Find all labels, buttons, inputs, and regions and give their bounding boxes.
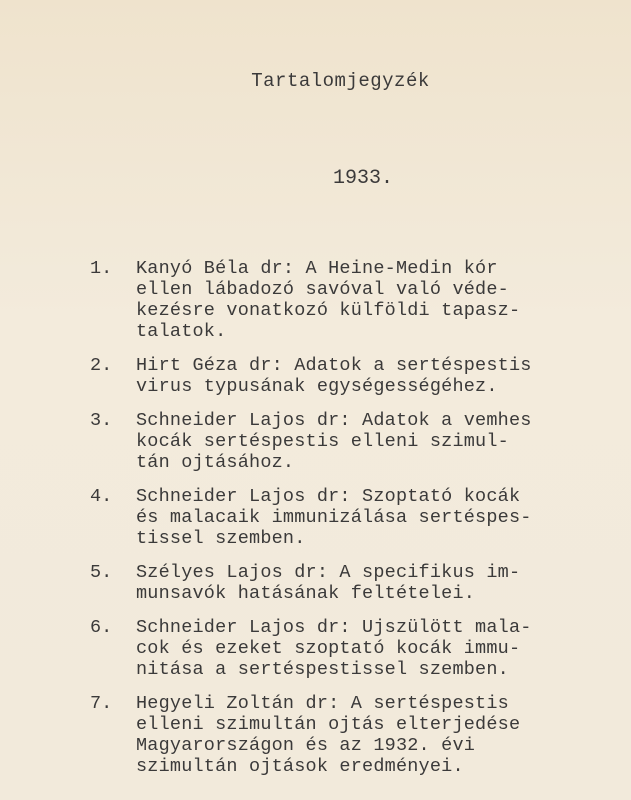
toc-entry-line: ellen lábadozó savóval való véde- — [136, 279, 509, 300]
toc-entry-text — [136, 486, 610, 549]
toc-entry-line: Schneider Lajos dr: Szoptató kocák — [136, 486, 521, 507]
toc-entry-line: Szélyes Lajos dr: A specifikus im- — [136, 562, 521, 583]
toc-entry-line: nitása a sertéspestissel szemben. — [136, 659, 509, 680]
toc-entry-text — [136, 355, 610, 397]
toc-entry-number: 7. — [90, 693, 113, 714]
toc-entry-line: munsavók hatásának feltételei. — [136, 583, 476, 604]
toc-entry-text — [136, 258, 610, 342]
toc-entry-text — [136, 562, 610, 604]
toc-entry-1 — [90, 258, 610, 342]
toc-entry-line: Kanyó Béla dr: A Heine-Medin kór — [136, 258, 498, 279]
toc-entry-line: tán ojtásához. — [136, 452, 295, 473]
toc-entry-6 — [90, 617, 610, 680]
toc-entry-number: 2. — [90, 355, 113, 376]
toc-entry-number: 6. — [90, 617, 113, 638]
toc-entry-4 — [90, 486, 610, 549]
table-of-contents — [90, 258, 610, 790]
toc-entry-number: 1. — [90, 258, 113, 279]
toc-entry-line: kocák sertéspestis elleni szimul- — [136, 431, 509, 452]
toc-entry-line: virus typusának egységességéhez. — [136, 376, 498, 397]
toc-entry-7 — [90, 693, 610, 777]
toc-entry-number: 3. — [90, 410, 113, 431]
toc-entry-line: Hirt Géza dr: Adatok a sertéspestis — [136, 355, 532, 376]
toc-entry-line: szimultán ojtások eredményei. — [136, 756, 464, 777]
toc-entry-5 — [90, 562, 610, 604]
toc-entry-line: cok és ezeket szoptató kocák immu- — [136, 638, 521, 659]
toc-entry-line: talatok. — [136, 321, 227, 342]
toc-entry-line: Magyarországon és az 1932. évi — [136, 735, 476, 756]
toc-entry-line: elleni szimultán ojtás elterjedése — [136, 714, 521, 735]
toc-entry-line: és malacaik immunizálása sertéspes- — [136, 507, 532, 528]
toc-entry-2 — [90, 355, 610, 397]
toc-entry-line: Schneider Lajos dr: Ujszülött mala- — [136, 617, 532, 638]
toc-entry-number: 5. — [90, 562, 113, 583]
toc-entry-line: tissel szemben. — [136, 528, 306, 549]
toc-entry-text — [136, 410, 610, 473]
toc-entry-text — [136, 693, 610, 777]
toc-entry-text — [136, 617, 610, 680]
toc-entry-number: 4. — [90, 486, 113, 507]
page-title: Tartalomjegyzék — [251, 70, 430, 92]
toc-entry-line: Hegyeli Zoltán dr: A sertéspestis — [136, 693, 509, 714]
document-year: 1933. — [332, 167, 393, 190]
toc-entry-line: Schneider Lajos dr: Adatok a vemhes — [136, 410, 532, 431]
toc-entry-3 — [90, 410, 610, 473]
toc-entry-line: kezésre vonatkozó külföldi tapasz- — [136, 300, 521, 321]
